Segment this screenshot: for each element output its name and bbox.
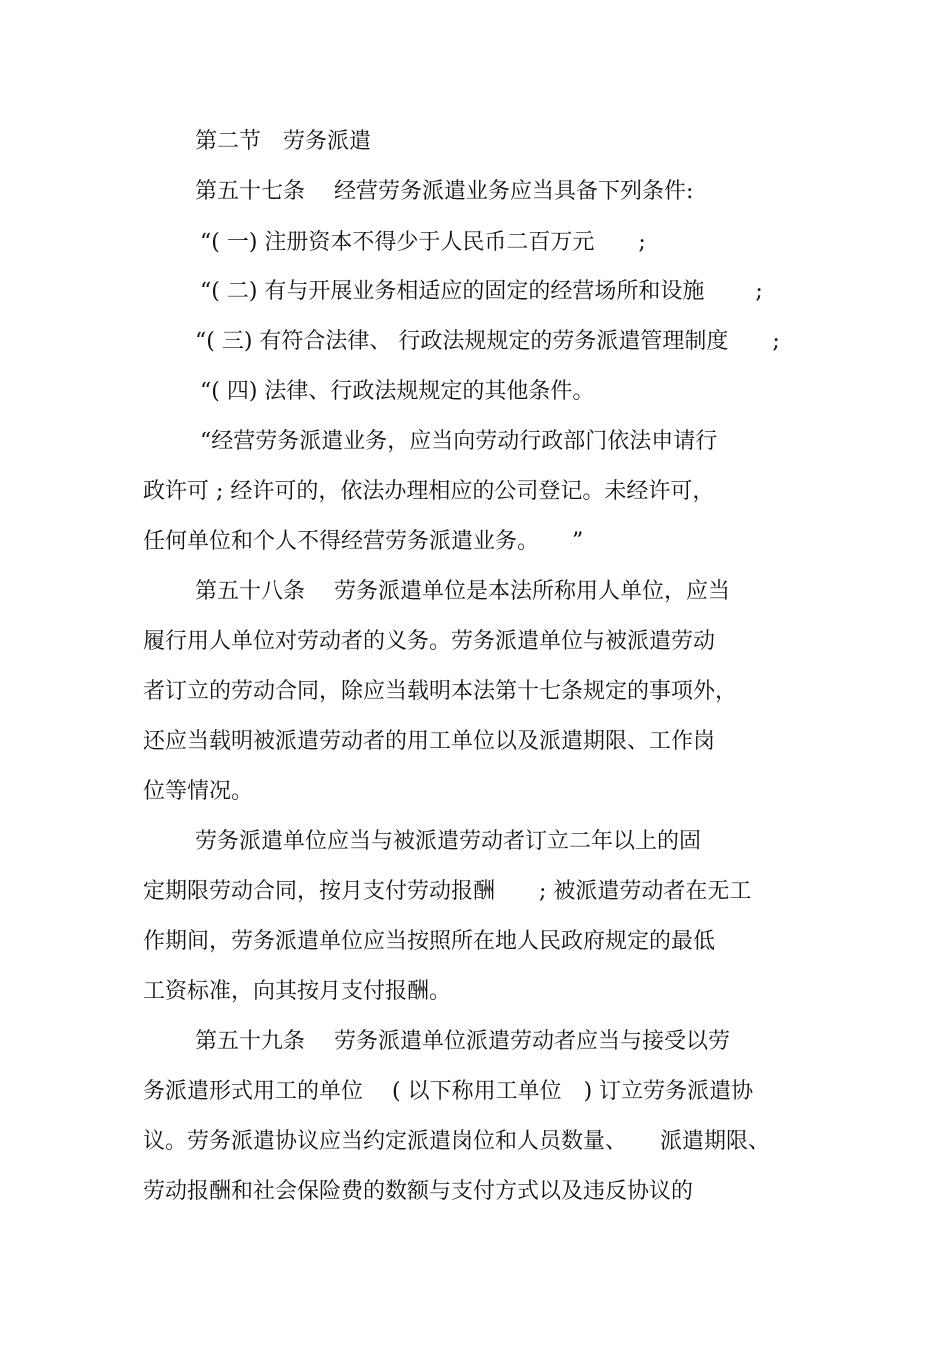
text-line: “( 三) 有符合法律、 行政法规规定的劳务派遣管理制度 ;	[195, 329, 780, 354]
section-heading: 第二节 劳务派遣	[195, 129, 372, 154]
text-line: 劳动报酬和社会保险费的数额与支付方式以及违反协议的	[143, 1179, 694, 1204]
text-line: “( 二) 有与开展业务相适应的固定的经营场所和设施 ;	[200, 279, 763, 304]
text-line: 履行用人单位对劳动者的义务。劳务派遣单位与被派遣劳动	[143, 629, 716, 654]
text-line: 第五十八条 劳务派遣单位是本法所称用人单位，应当	[195, 579, 730, 604]
text-line: 劳务派遣单位应当与被派遣劳动者订立二年以上的固	[195, 829, 702, 854]
text-line: 定期限劳动合同，按月支付劳动报酬 ; 被派遣劳动者在无工	[143, 879, 752, 904]
text-line: 者订立的劳动合同，除应当载明本法第十七条规定的事项外，	[143, 679, 738, 704]
text-line: 工资标准，向其按月支付报酬。	[143, 979, 452, 1004]
text-line: 第五十九条 劳务派遣单位派遣劳动者应当与接受以劳	[195, 1029, 730, 1054]
text-line: 务派遣形式用工的单位 ( 以下称用工单位 ) 订立劳务派遣协	[143, 1079, 754, 1104]
text-line: “( 一) 注册资本不得少于人民币二百万元 ;	[200, 230, 646, 255]
text-line: 作期间，劳务派遣单位应当按照所在地人民政府规定的最低	[143, 929, 716, 954]
text-line: “( 四) 法律、行政法规规定的其他条件。	[200, 379, 595, 404]
text-line: 任何单位和个人不得经营劳务派遣业务。 ”	[143, 529, 584, 554]
text-line: 第五十七条 经营劳务派遣业务应当具备下列条件:	[195, 179, 694, 204]
text-line: 政许可 ; 经许可的，依法办理相应的公司登记。未经许可，	[143, 479, 715, 504]
text-line: “经营劳务派遣业务，应当向劳动行政部门依法申请行	[200, 429, 718, 454]
text-line: 议。劳务派遣协议应当约定派遣岗位和人员数量、 派遣期限、	[143, 1129, 771, 1154]
text-line: 还应当载明被派遣劳动者的用工单位以及派遣期限、工作岗	[143, 729, 716, 754]
text-line: 位等情况。	[143, 779, 254, 804]
